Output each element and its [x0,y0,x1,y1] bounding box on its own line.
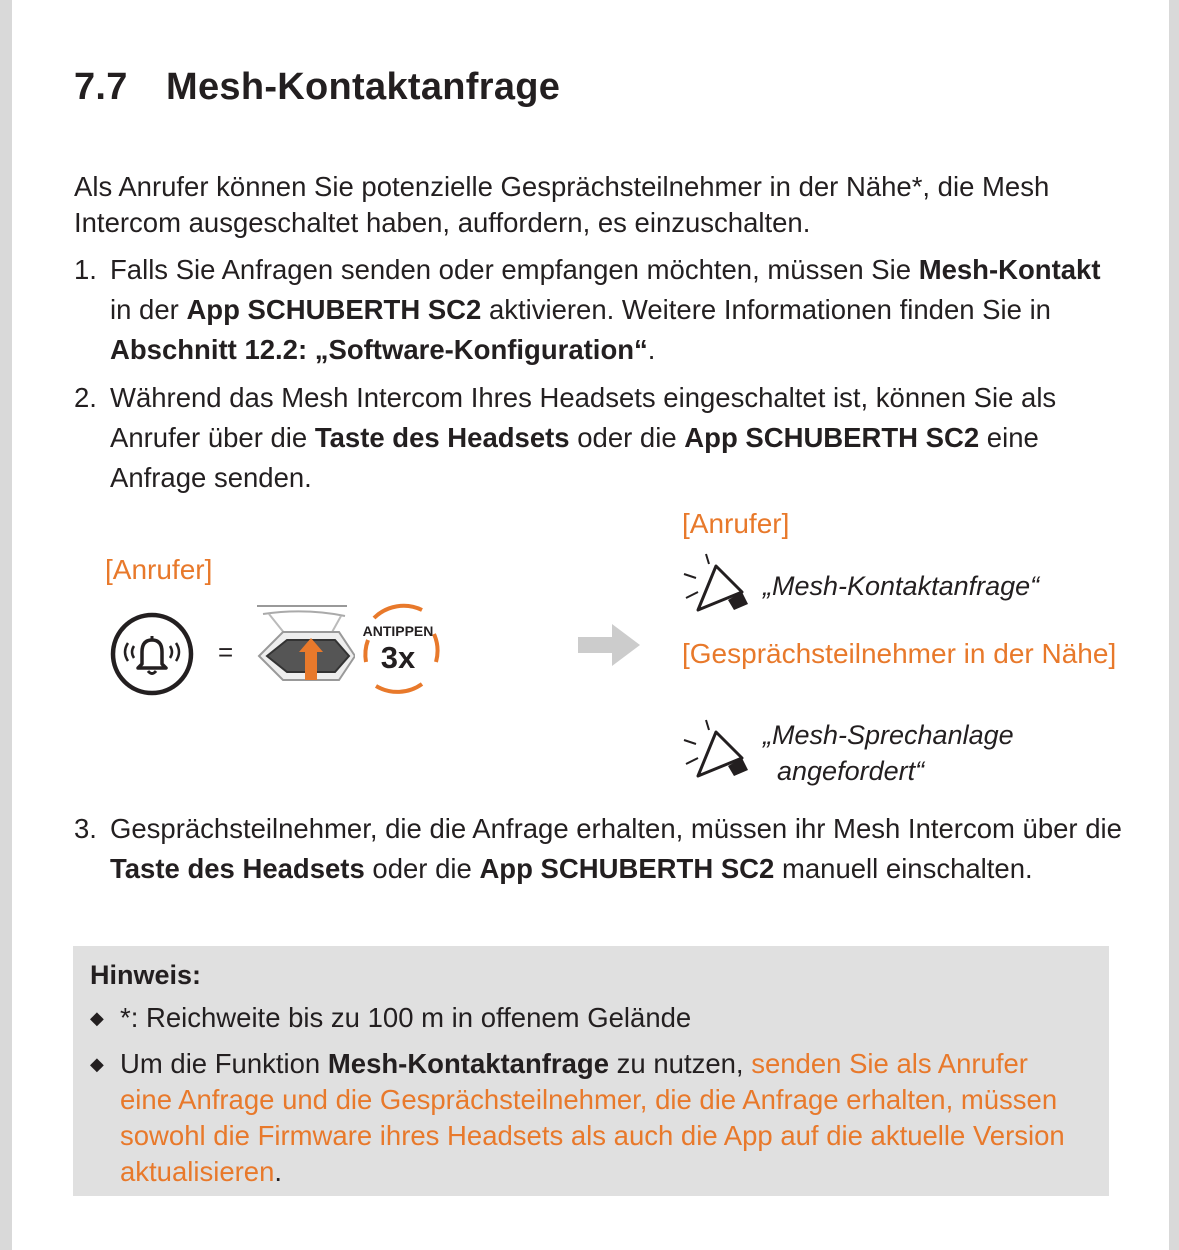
speaker-icon [682,718,752,778]
step-1 [74,250,1124,370]
step-text [110,250,1124,370]
step-2 [74,378,1124,498]
step-text-part: Während das Mesh Intercom Ihres Headsets eingeschaltet ist, können Sie als Anrufer über die [110,382,1057,453]
nearby-prompt-line2: angefordert“ [777,756,925,786]
note-text: . [274,1156,283,1187]
step-text-part: aktivieren. Weitere Informationen finden Sie in [481,294,1051,325]
nearby-prompt-line1: „Mesh-Sprechanlage [763,720,1014,750]
step-text-bold: App SCHUBERTH SC2 [479,853,775,884]
step-number: 3. [74,813,97,844]
step-3 [74,809,1124,889]
caller-label-left: [Anrufer] [105,554,213,585]
tap-3x-icon [350,600,450,696]
step-text-part: eine Anfrage senden. [110,422,1039,493]
step-text-bold: Abschnitt 12.2: „Software-Konfiguration“ [110,334,648,365]
nearby-participant-label: [Gesprächsteilnehmer in der Nähe] [682,638,1117,669]
step-text-bold: Taste des Headsets [314,422,570,453]
caller-voice-prompt: „Mesh-Kontaktanfrage“ [763,571,1040,601]
step-text [110,378,1124,498]
note-item [90,1046,1080,1190]
speaker-icon [682,552,752,612]
caller-label-right: [Anrufer] [682,508,790,539]
intro-paragraph: Als Anrufer können Sie potenzielle Gesprächsteilnehmer in der Nähe*, die Mesh Intercom ausgeschaltet haben, auffordern, es einzuschalten. [74,171,1050,238]
bullet-icon: ◆ [90,1008,104,1028]
bullet-icon: ◆ [90,1054,104,1074]
nearby-voice-prompt [763,717,1063,789]
step-text [110,809,1124,889]
step-text-part: manuell einschalten. [774,853,1033,884]
equals-sign: = [218,637,234,667]
tap-label: ANTIPPEN [362,623,434,639]
step-text-bold: App SCHUBERTH SC2 [186,294,482,325]
note-text-bold: Mesh-Kontaktanfrage [327,1048,610,1079]
step-text-bold: Taste des Headsets [110,853,365,884]
step-text-part: Gesprächsteilnehmer, die die Anfrage erhalten, müssen ihr Mesh Intercom über die [110,813,1122,844]
manual-page [12,0,1169,1250]
note-item [90,1000,1080,1036]
arrow-right-icon [578,622,642,668]
note-text: *: Reichweite bis zu 100 m in offenem Gelände [120,1002,692,1033]
section-heading [74,66,560,109]
note-text-highlight: senden Sie als Anrufer eine Anfrage und die Gesprächsteilnehmer, die die Anfrage erhalten, müssen sowohl die Firmware ihres Headsets als auch die App auf die aktuelle Version aktualisieren [120,1048,1065,1187]
headset-button-icon [255,600,355,696]
step-number: 1. [74,254,97,285]
step-text-part: . [647,334,656,365]
step-text-bold: App SCHUBERTH SC2 [684,422,980,453]
step-text-part: oder die [569,422,685,453]
bell-icon [106,612,206,696]
note-title: Hinweis: [90,960,202,990]
section-title: Mesh-Kontaktanfrage [166,66,561,108]
step-text-part: Falls Sie Anfragen senden oder empfangen möchten, müssen Sie [110,254,919,285]
step-text-part: oder die [364,853,480,884]
section-number: 7.7 [74,66,128,108]
tap-count: 3x [380,640,416,675]
note-text: zu nutzen, [609,1048,752,1079]
step-text-part: in der [110,294,187,325]
step-number: 2. [74,382,97,413]
note-text: Um die Funktion [120,1048,328,1079]
step-text-bold: Mesh-Kontakt [918,254,1101,285]
